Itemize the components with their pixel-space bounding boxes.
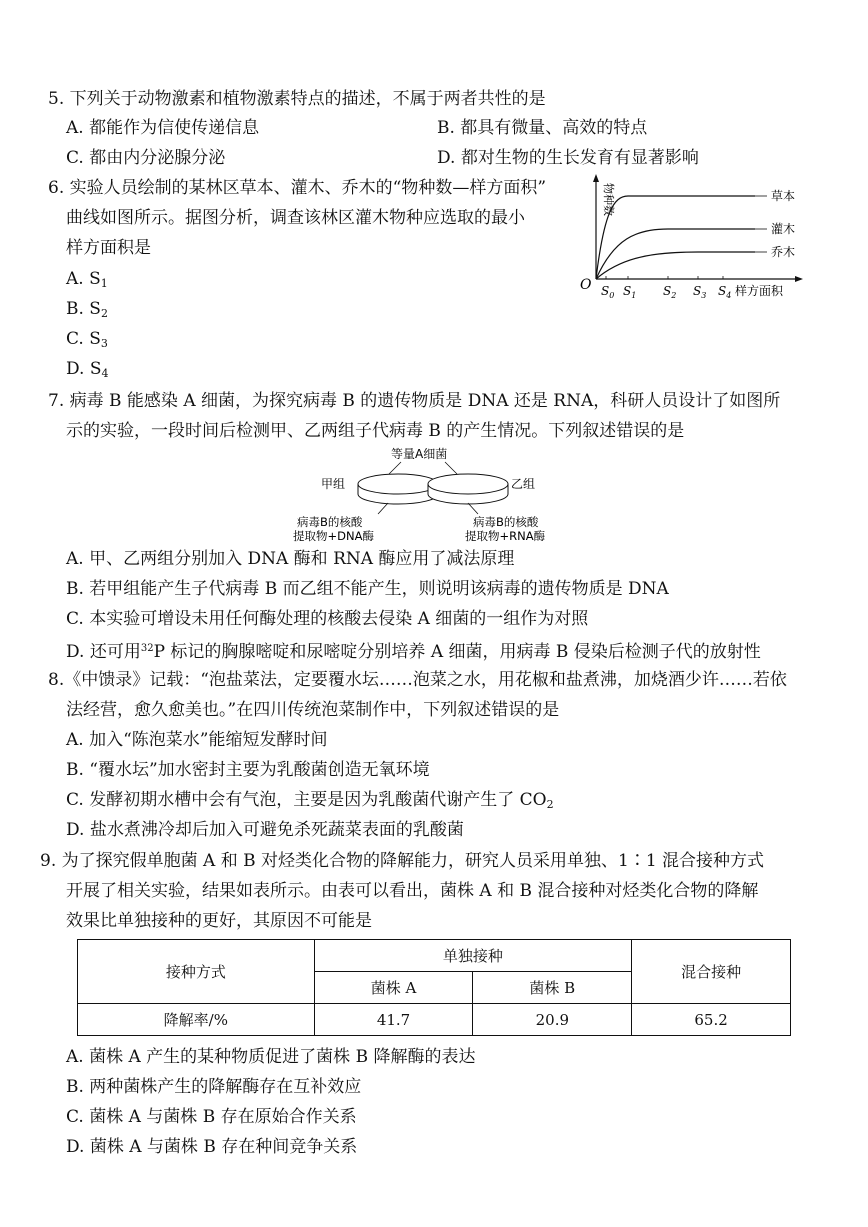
q6-option-a: A. $S_1$ [66, 269, 108, 290]
arrow-to-left-dish [389, 462, 401, 474]
q6-stem-line1: 6. 实验人员绘制的某林区草本、灌木、乔木的“物种数—样方面积” [48, 178, 547, 198]
q8-option-a: A. 加入“陈泡菜水”能缩短发酵时间 [66, 730, 328, 750]
degradation-table [77, 939, 791, 1036]
q7-option-c: C. 本实验可增设未用任何酶处理的核酸去侵染 A 细菌的一组作为对照 [66, 609, 589, 629]
group-jia-label: 甲组 [321, 477, 346, 491]
th-strain-a: 菌株 A [314, 972, 473, 1004]
th-single: 单独接种 [314, 940, 632, 972]
q7-stem-line2: 示的实验，一段时间后检测甲、乙两组子代病毒 B 的产生情况。下列叙述错误的是 [66, 421, 685, 441]
series-label-0: 草本 [771, 189, 796, 203]
q6-option-d: D. $S_4$ [66, 359, 109, 380]
th-strain-b: 菌株 B [473, 972, 632, 1004]
cell-rate-a: 41.7 [314, 1004, 473, 1036]
q9-stem-line2: 开展了相关实验，结果如表所示。由表可以看出，菌株 A 和 B 混合接种对烃类化合物的降解 [66, 881, 759, 901]
x-axis-arrow [795, 276, 803, 282]
q5-option-d: D. 都对生物的生长发育有显著影响 [437, 148, 699, 168]
q8-option-b: B. “覆水坛”加水密封主要为乳酸菌创造无氧环境 [66, 760, 430, 780]
q6-stem-line3: 样方面积是 [66, 238, 151, 258]
q7-option-d: D. 还可用$^{32}$P 标记的胸腺嘧啶和尿嘧啶分别培养 A 细菌，用病毒 B 侵染后检测子代的放射性 [66, 642, 761, 662]
q7-option-b: B. 若甲组能产生子代病毒 B 而乙组不能产生，则说明该病毒的遗传物质是 DNA [66, 579, 669, 599]
q5-option-c: C. 都由内分泌腺分泌 [66, 148, 226, 168]
x-tick-label-s3: $S_3$ [693, 284, 707, 300]
species-area-chart [575, 172, 835, 302]
q9-option-b: B. 两种菌株产生的降解酶存在互补效应 [66, 1077, 362, 1097]
q6-option-c: C. $S_3$ [66, 329, 108, 350]
curve-series-1 [596, 229, 755, 279]
q9-stem-line1: 9. 为了探究假单胞菌 A 和 B 对烃类化合物的降解能力，研究人员采用单独、1∶1 混合接种方式 [40, 851, 765, 871]
arrow-left-reagent [378, 503, 388, 514]
th-method: 接种方式 [78, 940, 315, 1004]
row-label-rate: 降解率/% [78, 1004, 315, 1036]
q7-stem-line1: 7. 病毒 B 能感染 A 细菌，为探究病毒 B 的遗传物质是 DNA 还是 RNA，科研人员设计了如图所 [48, 391, 781, 411]
curve-series-2 [596, 252, 755, 279]
left-reagent-line2: 提取物+DNA酶 [293, 529, 374, 543]
x-tick-label-s1: $S_1$ [623, 284, 637, 300]
series-label-2: 乔木 [771, 245, 796, 259]
q9-option-a: A. 菌株 A 产生的某种物质促进了菌株 B 降解酶的表达 [66, 1047, 476, 1067]
q6-option-b: B. $S_2$ [66, 299, 108, 320]
q8-stem-line2: 法经营，愈久愈美也。”在四川传统泡菜制作中，下列叙述错误的是 [66, 700, 560, 720]
q8-stem-line1: 8.《中馈录》记载：“泡盐菜法，定要覆水坛……泡菜之水，用花椒和盐煮沸，加烧酒少许……若依 [48, 670, 787, 690]
q5-option-b: B. 都具有微量、高效的特点 [437, 118, 648, 138]
left-petri-dish [358, 474, 438, 504]
group-yi-label: 乙组 [511, 477, 536, 491]
q8-option-d: D. 盐水煮沸冷却后加入可避免杀死蔬菜表面的乳酸菌 [66, 820, 464, 840]
right-reagent-line2: 提取物+RNA酶 [465, 529, 546, 543]
cell-rate-mixed: 65.2 [632, 1004, 791, 1036]
x-tick-label-s0: $S_0$ [601, 284, 615, 300]
q5-option-a: A. 都能作为信使传递信息 [66, 118, 260, 138]
q9-stem-line3: 效果比单独接种的更好，其原因不可能是 [66, 911, 372, 931]
x-tick-label-s2: $S_2$ [663, 284, 677, 300]
arrow-right-reagent [468, 503, 478, 514]
y-axis-arrow [593, 174, 599, 182]
q8-option-c: C. 发酵初期水槽中会有气泡，主要是因为乳酸菌代谢产生了 $CO_2$ [66, 790, 554, 811]
q5-stem: 5. 下列关于动物激素和植物激素特点的描述，不属于两者共性的是 [48, 89, 546, 109]
x-tick-label-s4: $S_4$ [718, 284, 732, 300]
origin-label: O [580, 277, 592, 293]
q9-option-c: C. 菌株 A 与菌株 B 存在原始合作关系 [66, 1107, 357, 1127]
cell-rate-b: 20.9 [473, 1004, 632, 1036]
right-reagent-line1: 病毒B的核酸 [473, 515, 539, 529]
curve-series-0 [596, 196, 755, 279]
arrow-to-right-dish [445, 462, 457, 474]
diagram-top-label: 等量A细菌 [391, 447, 448, 461]
q7-option-a: A. 甲、乙两组分别加入 DNA 酶和 RNA 酶应用了减法原理 [66, 549, 515, 569]
q9-option-d: D. 菌株 A 与菌株 B 存在种间竞争关系 [66, 1137, 358, 1157]
q6-stem-line2: 曲线如图所示。据图分析，调查该林区灌木物种应选取的最小 [66, 208, 525, 228]
experiment-diagram [285, 444, 575, 544]
series-label-1: 灌木 [771, 222, 796, 236]
x-axis-label: 样方面积 [735, 284, 784, 298]
right-petri-dish [428, 474, 508, 504]
th-mixed: 混合接种 [632, 940, 791, 1004]
y-axis-label: 物种数 [602, 183, 615, 216]
left-reagent-line1: 病毒B的核酸 [297, 515, 363, 529]
